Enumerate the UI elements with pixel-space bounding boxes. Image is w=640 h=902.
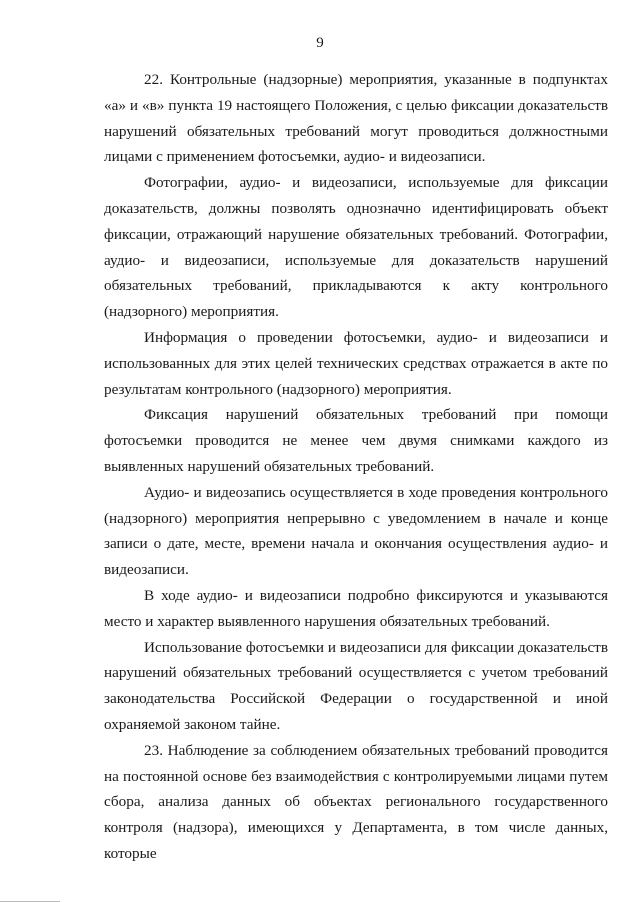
paragraph-recording-details: В ходе аудио- и видеозаписи подробно фиксируются и указываются место и характер выявленного нарушения обязательных требований. bbox=[104, 586, 608, 630]
document-body bbox=[104, 67, 608, 867]
paragraph-22: 22. Контрольные (надзорные) мероприятия, указанные в подпунктах «а» и «в» пункта 19 настоящего Положения, с целью фиксации доказательств нарушений обязательных требований могут проводиться должностными лицами с применением фотосъемки, аудио- и видеозаписи. bbox=[104, 71, 608, 166]
paragraph-photo-fixation: Фиксация нарушений обязательных требований при помощи фотосъемки проводится не менее чем двумя снимками каждого из выявленных нарушений обязательных требований. bbox=[104, 406, 608, 475]
paragraph-23: 23. Наблюдение за соблюдением обязательных требований проводится на постоянной основе без взаимодействия с контролируемыми лицами путем сбора, анализа данных об объектах регионального государственного контроля (надзора), имеющихся у Департамента, в том числе данных, которые bbox=[104, 741, 608, 862]
paragraph-act-information: Информация о проведении фотосъемки, аудио- и видеозаписи и использованных для этих целей технических средствах отражается в акте по результатам контрольного (надзорного) мероприятия. bbox=[104, 328, 608, 398]
paragraph-recording-procedure: Аудио- и видеозапись осуществляется в ходе проведения контрольного (надзорного) мероприятия непрерывно с уведомлением в начале и конце записи о дате, месте, времени начала и окончания осуществления аудио- и видеозаписи. bbox=[104, 483, 608, 579]
paragraph-photo-requirements: Фотографии, аудио- и видеозаписи, используемые для фиксации доказательств, должны позволять однозначно идентифицировать объект фиксации, отражающий нарушение обязательных требований. Фотографии, аудио- и видеозаписи, используемые для доказательств нарушений обязательных требований, прикладываются к акту контрольного (надзорного) мероприятия. bbox=[104, 174, 608, 321]
paragraph-secrecy: Использование фотосъемки и видеозаписи для фиксации доказательств нарушений обязательных требований осуществляется с учетом требований законодательства Российской Федерации о государственной и иной охраняемой законом тайне. bbox=[104, 638, 608, 733]
page-number: 9 bbox=[316, 35, 324, 51]
